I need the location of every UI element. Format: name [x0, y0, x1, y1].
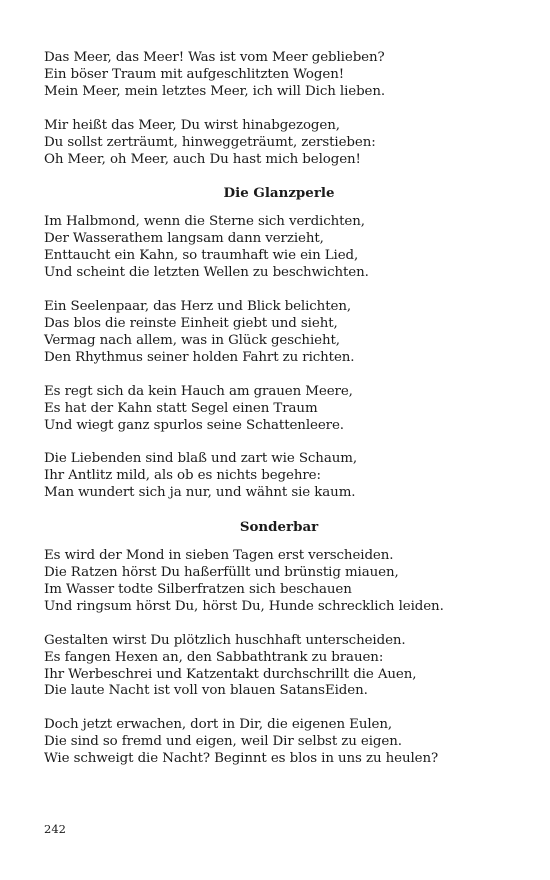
verse-line: Im Wasser todte Silberfratzen sich beschauen [44, 581, 352, 597]
poem-1 [44, 50, 514, 168]
verse-line: Enttaucht ein Kahn, so traumhaft wie ein Lied, [44, 248, 359, 264]
verse-line: Vermag nach allem, was in Glück geschieht, [44, 332, 340, 348]
verse-line: Doch jetzt erwachen, dort in Dir, die eigenen Eulen, [44, 717, 393, 733]
verse-line: Mir heißt das Meer, Du wirst hinabgezogen, [44, 117, 340, 133]
verse-line: Man wundert sich ja nur, und wähnt sie kaum. [44, 485, 356, 501]
verse-line: Der Wasserathem langsam dann verzieht, [44, 231, 324, 247]
verse-line: Gestalten wirst Du plötzlich huschhaft unterscheiden. [44, 632, 406, 648]
poem-3 [44, 519, 514, 768]
verse-line: Es fangen Hexen an, den Sabbathtrank zu brauen: [44, 649, 384, 665]
page-number: 242 [44, 822, 66, 836]
poem-title: Sonderbar [239, 519, 319, 536]
verse-line: Ihr Werbeschrei und Katzentakt durchschrillt die Auen, [44, 666, 417, 682]
verse-line: Mein Meer, mein letztes Meer, ich will Dich lieben. [44, 83, 386, 99]
verse-line: Das Meer, das Meer! Was ist vom Meer geblieben? [44, 50, 385, 65]
stanza [44, 299, 514, 367]
verse-line: Du sollst zerträumt, hinweggeträumt, zerstieben: [44, 134, 376, 150]
stanza [44, 118, 514, 169]
stanza [44, 548, 514, 616]
verse-line: Es wird der Mond in sieben Tagen erst verscheiden. [44, 548, 394, 564]
verse-line: Den Rhythmus seiner holden Fahrt zu richten. [44, 349, 355, 365]
verse-line: Und wiegt ganz spurlos seine Schattenleere. [44, 417, 344, 433]
poem-title: Die Glanzperle [223, 185, 335, 202]
verse-line: Die laute Nacht ist voll von blauen SatansEiden. [44, 683, 368, 699]
stanza [44, 214, 514, 282]
verse-line: Und scheint die letzten Wellen zu beschwichten. [44, 265, 369, 281]
verse-line: Es hat der Kahn statt Segel einen Traum [44, 400, 318, 416]
stanza [44, 50, 514, 101]
verse-line: Ein böser Traum mit aufgeschlitzten Wogen! [44, 66, 344, 82]
verse-line: Im Halbmond, wenn die Sterne sich verdichten, [44, 214, 365, 230]
stanza [44, 451, 514, 502]
verse-line: Ein Seelenpaar, das Herz und Blick belichten, [44, 299, 351, 315]
verse-line: Es regt sich da kein Hauch am grauen Meere, [44, 383, 353, 399]
verse-line: Die sind so fremd und eigen, weil Dir selbst zu eigen. [44, 734, 402, 750]
verse-line: Ihr Antlitz mild, als ob es nichts begehre: [44, 468, 321, 484]
page-body [44, 50, 514, 785]
verse-line: Die Ratzen hörst Du haßerfüllt und brünstig miauen, [44, 565, 399, 581]
stanza [44, 384, 514, 435]
stanza [44, 717, 514, 768]
verse-line: Wie schweigt die Nacht? Beginnt es blos in uns zu heulen? [44, 751, 439, 767]
verse-line: Das blos die reinste Einheit giebt und sieht, [44, 315, 338, 331]
verse-line: Und ringsum hörst Du, hörst Du, Hunde schrecklich leiden. [44, 598, 444, 614]
verse-line: Die Liebenden sind blaß und zart wie Schaum, [44, 451, 357, 467]
poem-2 [44, 185, 514, 502]
verse-line: Oh Meer, oh Meer, auch Du hast mich belogen! [44, 151, 361, 167]
stanza [44, 633, 514, 701]
